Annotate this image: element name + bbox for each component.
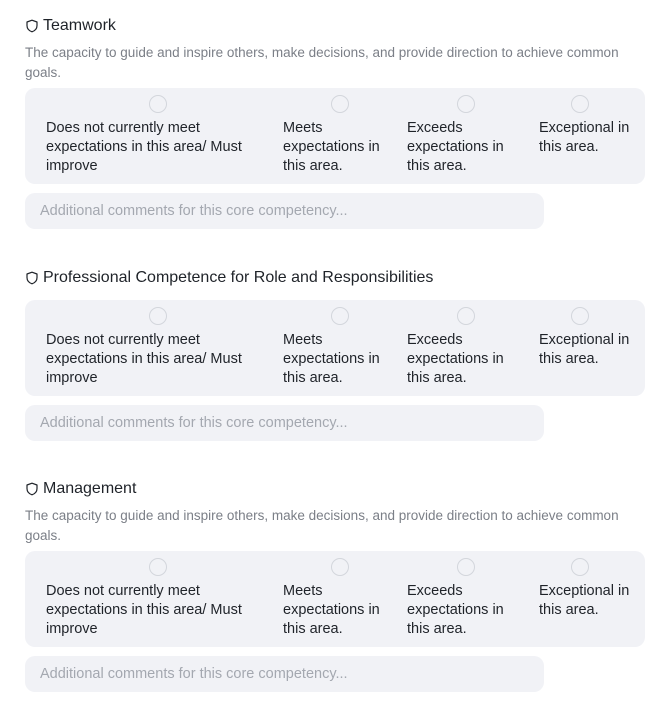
rating-radio-exceeds[interactable] [457, 558, 475, 576]
rating-radio-meets[interactable] [331, 558, 349, 576]
rating-label-meets: Meets expectations in this area. [283, 583, 380, 637]
competency-title: Teamwork [43, 17, 116, 34]
rating-radio-does-not-meet[interactable] [149, 307, 167, 325]
rating-radio-exceeds[interactable] [457, 307, 475, 325]
rating-label-meets: Meets expectations in this area. [283, 120, 380, 174]
rating-label-exceeds: Exceeds expectations in this area. [407, 583, 504, 637]
rating-radio-does-not-meet[interactable] [149, 95, 167, 113]
competency-section-teamwork [25, 15, 645, 83]
rating-radio-exceptional[interactable] [571, 307, 589, 325]
competency-header [25, 15, 645, 37]
competency-title: Professional Competence for Role and Responsibilities [43, 269, 434, 286]
rating-options [25, 300, 645, 396]
rating-radio-meets[interactable] [331, 95, 349, 113]
shield-icon [25, 19, 39, 33]
comment-row [25, 405, 645, 441]
competency-description: The capacity to guide and inspire others, make decisions, and provide direction to achieve common goals. [25, 508, 619, 543]
rating-label-exceptional: Exceptional in this area. [539, 583, 630, 618]
rating-panel [25, 551, 645, 647]
rating-options [25, 88, 645, 184]
comment-input[interactable] [25, 656, 544, 692]
rating-label-does-not-meet: Does not currently meet expectations in this area/ Must improve [46, 332, 242, 386]
rating-label-exceeds: Exceeds expectations in this area. [407, 332, 504, 386]
rating-label-exceptional: Exceptional in this area. [539, 332, 630, 367]
rating-radio-meets[interactable] [331, 307, 349, 325]
rating-label-does-not-meet: Does not currently meet expectations in this area/ Must improve [46, 583, 242, 637]
rating-label-does-not-meet: Does not currently meet expectations in this area/ Must improve [46, 120, 242, 174]
rating-radio-exceeds[interactable] [457, 95, 475, 113]
shield-icon [25, 482, 39, 496]
competency-header [25, 478, 645, 500]
rating-radio-exceptional[interactable] [571, 558, 589, 576]
competency-section-professional-competence [25, 267, 645, 289]
comment-row [25, 193, 645, 229]
shield-icon [25, 271, 39, 285]
rating-label-exceeds: Exceeds expectations in this area. [407, 120, 504, 174]
competency-title: Management [43, 480, 137, 497]
rating-options [25, 551, 645, 647]
rating-label-meets: Meets expectations in this area. [283, 332, 380, 386]
competency-description: The capacity to guide and inspire others, make decisions, and provide direction to achieve common goals. [25, 45, 619, 80]
competency-section-management [25, 478, 645, 546]
comment-input[interactable] [25, 193, 544, 229]
rating-radio-exceptional[interactable] [571, 95, 589, 113]
rating-panel [25, 300, 645, 396]
rating-radio-does-not-meet[interactable] [149, 558, 167, 576]
comment-input[interactable] [25, 405, 544, 441]
comment-row [25, 656, 645, 692]
rating-panel [25, 88, 645, 184]
competency-header [25, 267, 645, 289]
rating-label-exceptional: Exceptional in this area. [539, 120, 630, 155]
